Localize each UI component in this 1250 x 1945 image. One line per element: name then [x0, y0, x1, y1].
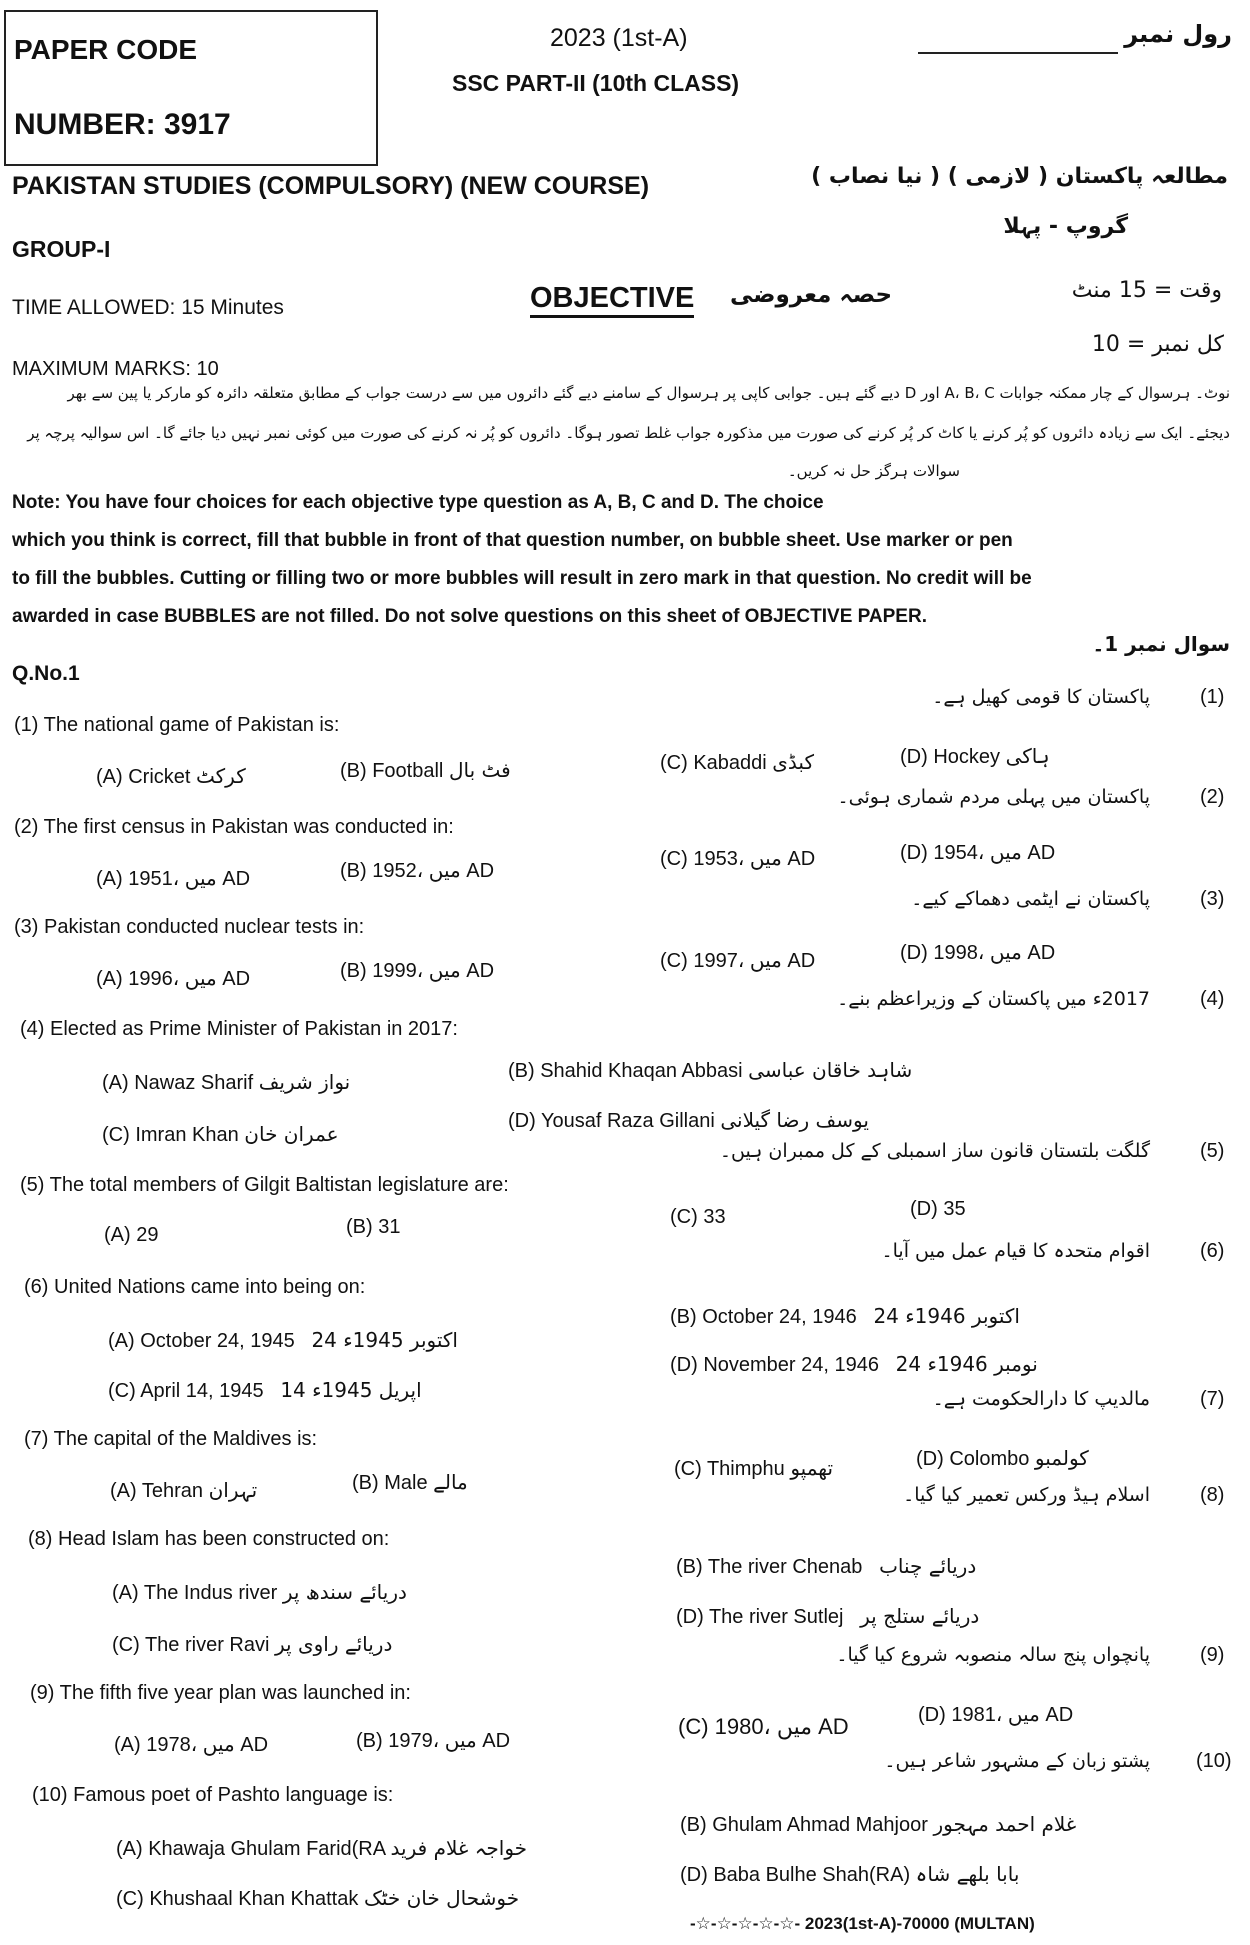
- question-5-urdu: گلگت بلتستان قانون ساز اسمبلی کے کل ممبران ہیں۔: [719, 1140, 1150, 1162]
- question-7-urdu: مالدیپ کا دارالحکومت ہے۔: [932, 1388, 1150, 1410]
- question-7: (7) The capital of the Maldives is:: [24, 1428, 318, 1450]
- roll-no-label: رول نمبر: [1124, 20, 1232, 48]
- q6-option-d: (D) November 24, 1946 24 نومبر 1946ء: [670, 1352, 1038, 1376]
- max-marks-urdu: کل نمبر = 10: [1091, 332, 1224, 357]
- q6-option-a: (A) October 24, 1945 24 اکتوبر 1945ء: [108, 1328, 458, 1352]
- q4-option-a: (A) Nawaz Sharif نواز شریف: [102, 1070, 351, 1094]
- question-6: (6) United Nations came into being on:: [24, 1276, 366, 1298]
- q3-option-a: (A) میں ،1996 AD: [96, 968, 251, 990]
- note-english-line-1: Note: You have four choices for each objective type question as A, B, C and D. The choice: [12, 492, 824, 513]
- q3-option-d: (D) میں ،1998 AD: [900, 942, 1056, 964]
- q5-option-c: (C) 33: [670, 1206, 726, 1228]
- group-label: GROUP-I: [12, 236, 111, 262]
- question-1-urdu: پاکستان کا قومی کھیل ہے۔: [932, 686, 1150, 708]
- q1-option-b: (B) Football فٹ بال: [340, 758, 511, 782]
- q10-option-a: (A) Khawaja Ghulam Farid(RA خواجہ غلام فرید: [116, 1836, 528, 1860]
- q8-option-d: (D) The river Sutlej دریائے ستلج پر: [676, 1604, 980, 1628]
- question-8-urdu: اسلام ہیڈ ورکس تعمیر کیا گیا۔: [903, 1484, 1150, 1506]
- paper-code-label: PAPER CODE: [14, 34, 198, 65]
- question-2: (2) The first census in Pakistan was conducted in:: [14, 816, 454, 838]
- q8-option-c: (C) The river Ravi دریائے راوی پر: [112, 1632, 393, 1656]
- exam-year: 2023 (1st-A): [550, 24, 688, 52]
- note-urdu-line-2: دیجئے۔ ایک سے زیادہ دائروں کو پُر کرنے یا کاٹ کر پُر کرنے کی صورت میں مذکورہ جواب غلط تصور ہوگا۔ دائروں کو پُر نہ کرنے کی صورت میں کوئی نمبر نہیں دیا جائے گا۔ اس سوالیہ پرچہ پر: [27, 424, 1230, 442]
- q5-option-d: (D) 35: [910, 1198, 966, 1220]
- question-9-number-right: (9): [1200, 1644, 1225, 1666]
- question-4-urdu: 2017ء میں پاکستان کے وزیراعظم بنے۔: [837, 988, 1150, 1010]
- note-english-line-2: which you think is correct, fill that bubble in front of that question number, on bubble sheet. Use marker or pen: [12, 530, 1013, 551]
- q7-option-d: (D) Colombo کولمبو: [916, 1446, 1089, 1470]
- question-8: (8) Head Islam has been constructed on:: [28, 1528, 390, 1550]
- group-label-urdu: گروپ - پہلا: [1003, 214, 1128, 239]
- q7-option-b: (B) Male مالے: [352, 1470, 468, 1494]
- q6-option-b: (B) October 24, 1946 24 اکتوبر 1946ء: [670, 1304, 1020, 1328]
- q9-option-d: (D) میں ،1981 AD: [918, 1704, 1074, 1726]
- q10-option-c: (C) Khushaal Khan Khattak خوشحال خان خٹک: [116, 1886, 520, 1910]
- q3-option-b: (B) میں ،1999 AD: [340, 960, 495, 982]
- question-6-number-right: (6): [1200, 1240, 1225, 1262]
- question-10-number-right: (10): [1196, 1750, 1232, 1772]
- q2-option-a: (A) میں ،1951 AD: [96, 868, 251, 890]
- question-7-number-right: (7): [1200, 1388, 1225, 1410]
- question-9-urdu: پانچواں پنج سالہ منصوبہ شروع کیا گیا۔: [836, 1644, 1150, 1666]
- paper-number: NUMBER: 3917: [14, 108, 231, 141]
- q2-option-b: (B) میں ،1952 AD: [340, 860, 495, 882]
- q2-option-d: (D) میں ،1954 AD: [900, 842, 1056, 864]
- objective-heading-urdu: حصہ معروضی: [730, 282, 893, 308]
- objective-heading: OBJECTIVE: [530, 282, 694, 318]
- q9-option-a: (A) میں ،1978 AD: [114, 1734, 269, 1756]
- q1-option-d: (D) Hockey ہاکی: [900, 744, 1050, 768]
- class-line: SSC PART-II (10th CLASS): [452, 70, 740, 96]
- q8-option-a: (A) The Indus river دریائے سندھ پر: [112, 1580, 407, 1604]
- q4-option-c: (C) Imran Khan عمران خان: [102, 1122, 339, 1146]
- q5-option-a: (A) 29: [104, 1224, 159, 1246]
- q10-option-b: (B) Ghulam Ahmad Mahjoor غلام احمد مہجور: [680, 1812, 1077, 1836]
- q3-option-c: (C) میں ،1997 AD: [660, 950, 816, 972]
- question-10-urdu: پشتو زبان کے مشہور شاعر ہیں۔: [884, 1750, 1150, 1772]
- subject-title: PAKISTAN STUDIES (COMPULSORY) (NEW COURSE): [12, 172, 650, 200]
- q5-option-b: (B) 31: [346, 1216, 401, 1238]
- question-5-number-right: (5): [1200, 1140, 1225, 1162]
- subject-title-urdu: مطالعہ پاکستان ( لازمی ) ( نیا نصاب ): [811, 164, 1228, 189]
- q4-option-d: (D) Yousaf Raza Gillani یوسف رضا گیلانی: [508, 1108, 869, 1132]
- question-6-urdu: اقوام متحدہ کا قیام عمل میں آیا۔: [881, 1240, 1150, 1262]
- note-urdu-line-1: نوٹ۔ ہرسوال کے چار ممکنہ جوابات A، B، C اور D دیے گئے ہیں۔ جوابی کاپی پر ہرسوال کے سامنے دیے گئے دائروں میں سے درست جواب کے مطابق متعلقہ دائرہ کو مارکر یا پین سے بھر: [67, 384, 1230, 402]
- question-8-number-right: (8): [1200, 1484, 1225, 1506]
- q7-option-c: (C) Thimphu تھمپو: [674, 1456, 834, 1480]
- roll-no-line: [918, 52, 1118, 54]
- max-marks: MAXIMUM MARKS: 10: [12, 358, 219, 380]
- q9-option-c: (C) میں ،1980 AD: [678, 1714, 849, 1739]
- question-4: (4) Elected as Prime Minister of Pakistan in 2017:: [20, 1018, 458, 1040]
- question-2-number-right: (2): [1200, 786, 1225, 808]
- time-allowed: TIME ALLOWED: 15 Minutes: [12, 296, 284, 319]
- q2-option-c: (C) میں ،1953 AD: [660, 848, 816, 870]
- question-3: (3) Pakistan conducted nuclear tests in:: [14, 916, 365, 938]
- q4-option-b: (B) Shahid Khaqan Abbasi شاہد خاقان عباسی: [508, 1058, 913, 1082]
- question-3-number-right: (3): [1200, 888, 1225, 910]
- note-english-line-3: to fill the bubbles. Cutting or filling two or more bubbles will result in zero mark in that question. No credit will be: [12, 568, 1032, 589]
- question-section-label-urdu: سوال نمبر 1۔: [1092, 632, 1230, 656]
- q1-option-c: (C) Kabaddi کبڈی: [660, 750, 814, 774]
- q6-option-c: (C) April 14, 1945 14 اپریل 1945ء: [108, 1378, 422, 1402]
- time-allowed-urdu: وقت = 15 منٹ: [1071, 278, 1222, 303]
- question-3-urdu: پاکستان نے ایٹمی دھماکے کیے۔: [911, 888, 1150, 910]
- footer-code: -☆-☆-☆-☆-☆- 2023(1st-A)-70000 (MULTAN): [690, 1914, 1035, 1933]
- q8-option-b: (B) The river Chenab دریائے چناب: [676, 1554, 977, 1578]
- question-1: (1) The national game of Pakistan is:: [14, 714, 340, 736]
- question-4-number-right: (4): [1200, 988, 1225, 1010]
- question-5: (5) The total members of Gilgit Baltistan legislature are:: [20, 1174, 509, 1196]
- note-english-line-4: awarded in case BUBBLES are not filled. Do not solve questions on this sheet of OBJECTIVE PAPER.: [12, 606, 927, 627]
- note-urdu-line-3: سوالات ہرگز حل نہ کریں۔: [787, 462, 960, 480]
- question-2-urdu: پاکستان میں پہلی مردم شماری ہوئی۔: [837, 786, 1150, 808]
- question-9: (9) The fifth five year plan was launched in:: [30, 1682, 411, 1704]
- q1-option-a: (A) Cricket کرکٹ: [96, 764, 246, 788]
- question-1-number-right: (1): [1200, 686, 1225, 708]
- q7-option-a: (A) Tehran تہران: [110, 1478, 258, 1502]
- question-section-label: Q.No.1: [12, 662, 80, 685]
- q9-option-b: (B) میں ،1979 AD: [356, 1730, 511, 1752]
- question-10: (10) Famous poet of Pashto language is:: [32, 1784, 394, 1806]
- q10-option-d: (D) Baba Bulhe Shah(RA) بابا بلھے شاہ: [680, 1862, 1020, 1886]
